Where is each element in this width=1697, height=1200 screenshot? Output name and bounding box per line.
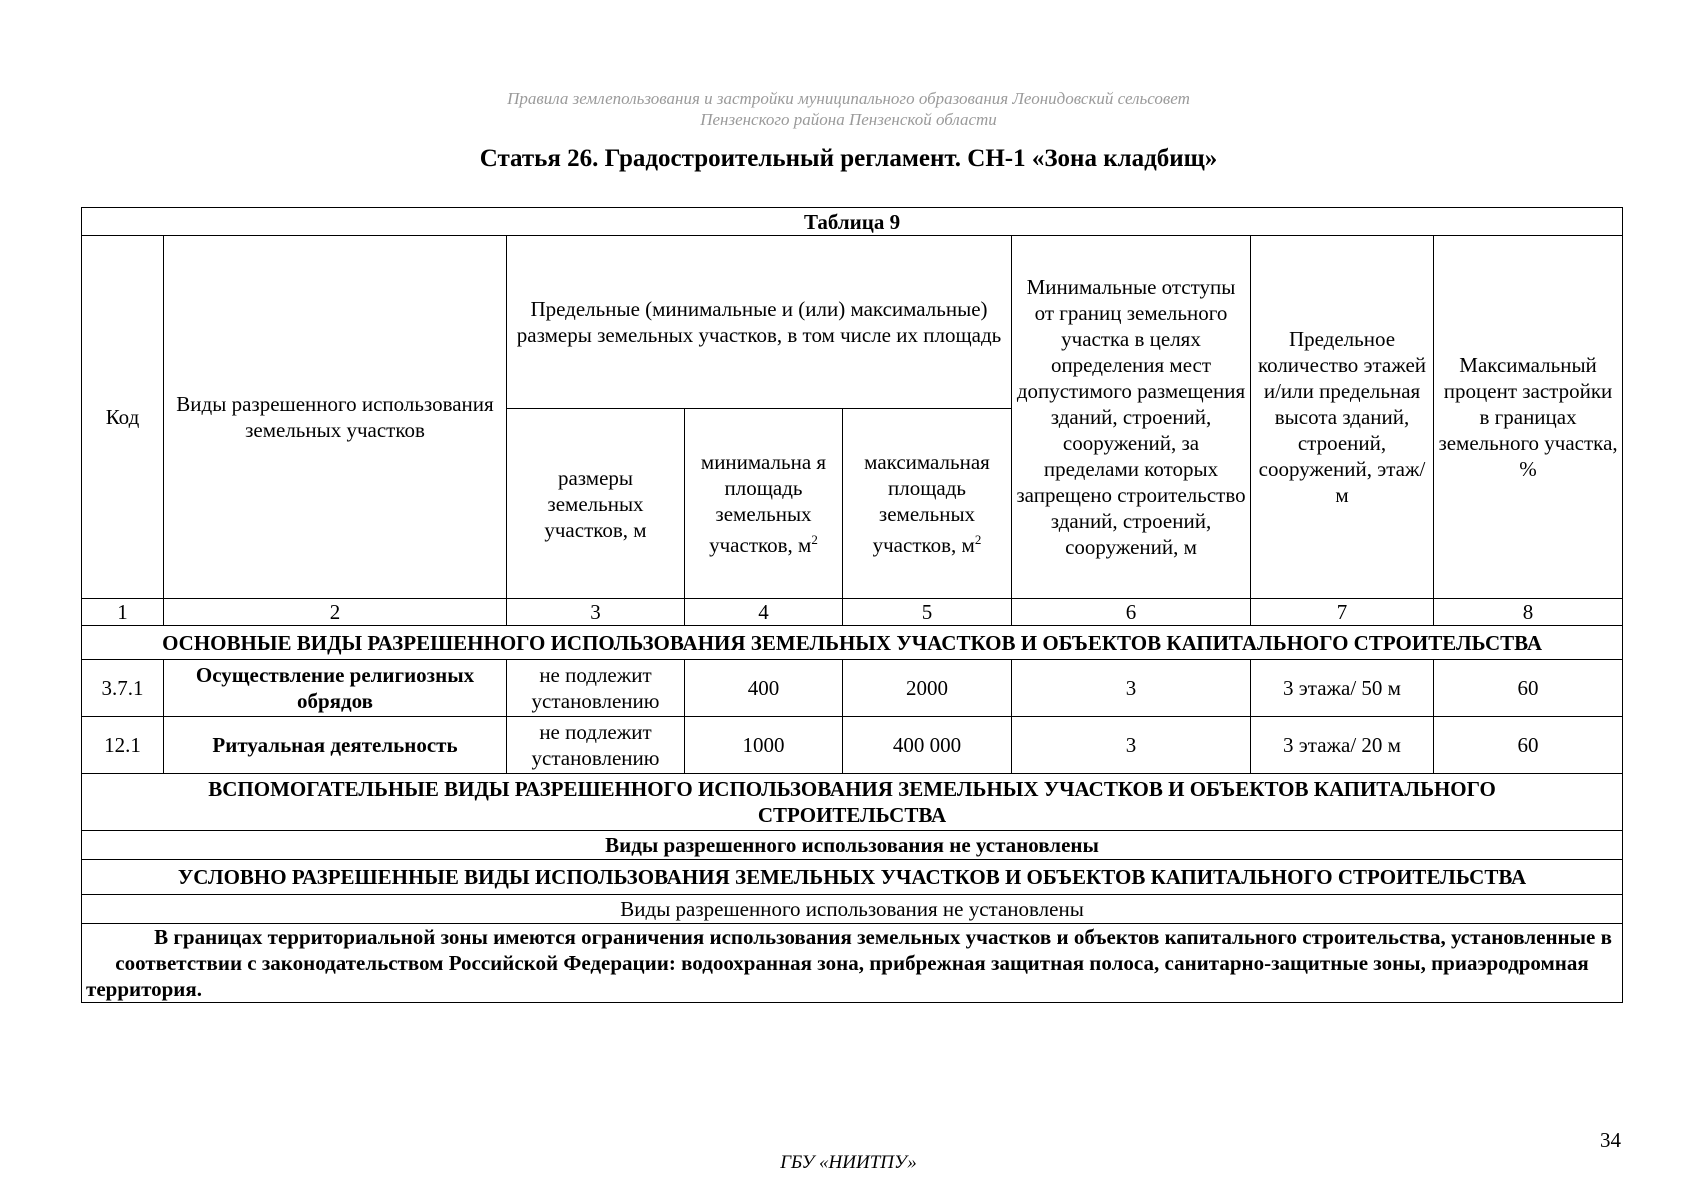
column-number: 1 bbox=[82, 599, 164, 626]
row-max-area: 400 000 bbox=[843, 717, 1012, 774]
row-setback: 3 bbox=[1012, 660, 1251, 717]
row-plot-size: не подлежит установлению bbox=[507, 717, 685, 774]
row-use: Ритуальная деятельность bbox=[164, 717, 507, 774]
header-setbacks: Минимальные отступы от границ земельного участка в целях определения мест допустимого размещения зданий, строений, сооружений, за пределами которых запрещено строительство зданий, строений, сооружений, м bbox=[1012, 236, 1251, 599]
table-row bbox=[82, 660, 1623, 717]
conditional-note: Виды разрешенного использования не установлены bbox=[82, 895, 1623, 924]
row-setback: 3 bbox=[1012, 717, 1251, 774]
regulation-table bbox=[81, 207, 1623, 1003]
row-max-area: 2000 bbox=[843, 660, 1012, 717]
header-plot-limits: Предельные (минимальные и (или) максимальные) размеры земельных участков, в том числе их площадь bbox=[507, 236, 1012, 409]
header-min-area-text: минимальна я площадь земельных участков, м bbox=[700, 450, 827, 557]
running-header-line-2: Пензенского района Пензенской области bbox=[700, 110, 997, 129]
row-use: Осуществление религиозных обрядов bbox=[164, 660, 507, 717]
header-code: Код bbox=[82, 236, 164, 599]
row-coverage: 60 bbox=[1434, 660, 1623, 717]
row-min-area: 400 bbox=[685, 660, 843, 717]
column-number-row bbox=[82, 599, 1623, 626]
header-max-area-sup: 2 bbox=[974, 532, 982, 547]
footer-organization: ГБУ «НИИТПУ» bbox=[780, 1152, 917, 1173]
header-plot-size: размеры земельных участков, м bbox=[507, 409, 685, 599]
restrictions-note: В границах территориальной зоны имеются ограничения использования земельных участков и объектов капитального строительства, установленные в соответствии с законодательством Российской Федерации: водоохранная зона, прибрежная защитная полоса, санитарно-защитные зоны, приаэродромная территория. bbox=[82, 924, 1623, 1003]
table-row bbox=[82, 717, 1623, 774]
row-code: 12.1 bbox=[82, 717, 164, 774]
header-coverage: Максимальный процент застройки в границах земельного участка, % bbox=[1434, 236, 1623, 599]
row-floors: 3 этажа/ 20 м bbox=[1251, 717, 1434, 774]
auxiliary-note: Виды разрешенного использования не установлены bbox=[82, 831, 1623, 860]
header-min-area bbox=[685, 409, 843, 599]
table-caption: Таблица 9 bbox=[82, 208, 1623, 236]
running-header-line-1: Правила землепользования и застройки муниципального образования Леонидовский сельсовет bbox=[507, 89, 1190, 108]
header-max-area-text: максимальная площадь земельных участков, м bbox=[864, 450, 990, 557]
header-use-types: Виды разрешенного использования земельных участков bbox=[164, 236, 507, 599]
header-max-area bbox=[843, 409, 1012, 599]
column-number: 4 bbox=[685, 599, 843, 626]
column-number: 2 bbox=[164, 599, 507, 626]
column-number: 7 bbox=[1251, 599, 1434, 626]
row-min-area: 1000 bbox=[685, 717, 843, 774]
column-number: 8 bbox=[1434, 599, 1623, 626]
column-number: 3 bbox=[507, 599, 685, 626]
column-number: 6 bbox=[1012, 599, 1251, 626]
header-min-area-sup: 2 bbox=[811, 532, 818, 547]
article-title: Статья 26. Градостроительный регламент. СН-1 «Зона кладбищ» bbox=[479, 145, 1218, 172]
row-floors: 3 этажа/ 50 м bbox=[1251, 660, 1434, 717]
row-plot-size: не подлежит установлению bbox=[507, 660, 685, 717]
row-code: 3.7.1 bbox=[82, 660, 164, 717]
header-floors: Предельное количество этажей и/или предельная высота зданий, строений, сооружений, этаж/м bbox=[1251, 236, 1434, 599]
section-main-uses: ОСНОВНЫЕ ВИДЫ РАЗРЕШЕННОГО ИСПОЛЬЗОВАНИЯ ЗЕМЕЛЬНЫХ УЧАСТКОВ И ОБЪЕКТОВ КАПИТАЛЬНОГО СТРОИТЕЛЬСТВА bbox=[82, 626, 1623, 660]
running-header bbox=[0, 88, 1697, 130]
row-coverage: 60 bbox=[1434, 717, 1623, 774]
column-number: 5 bbox=[843, 599, 1012, 626]
section-conditional-uses: УСЛОВНО РАЗРЕШЕННЫЕ ВИДЫ ИСПОЛЬЗОВАНИЯ ЗЕМЕЛЬНЫХ УЧАСТКОВ И ОБЪЕКТОВ КАПИТАЛЬНОГО СТРОИТЕЛЬСТВА bbox=[82, 860, 1623, 895]
section-auxiliary-uses: ВСПОМОГАТЕЛЬНЫЕ ВИДЫ РАЗРЕШЕННОГО ИСПОЛЬЗОВАНИЯ ЗЕМЕЛЬНЫХ УЧАСТКОВ И ОБЪЕКТОВ КАПИТАЛЬНОГО СТРОИТЕЛЬСТВА bbox=[82, 774, 1623, 831]
page-number: 34 bbox=[1600, 1128, 1621, 1152]
